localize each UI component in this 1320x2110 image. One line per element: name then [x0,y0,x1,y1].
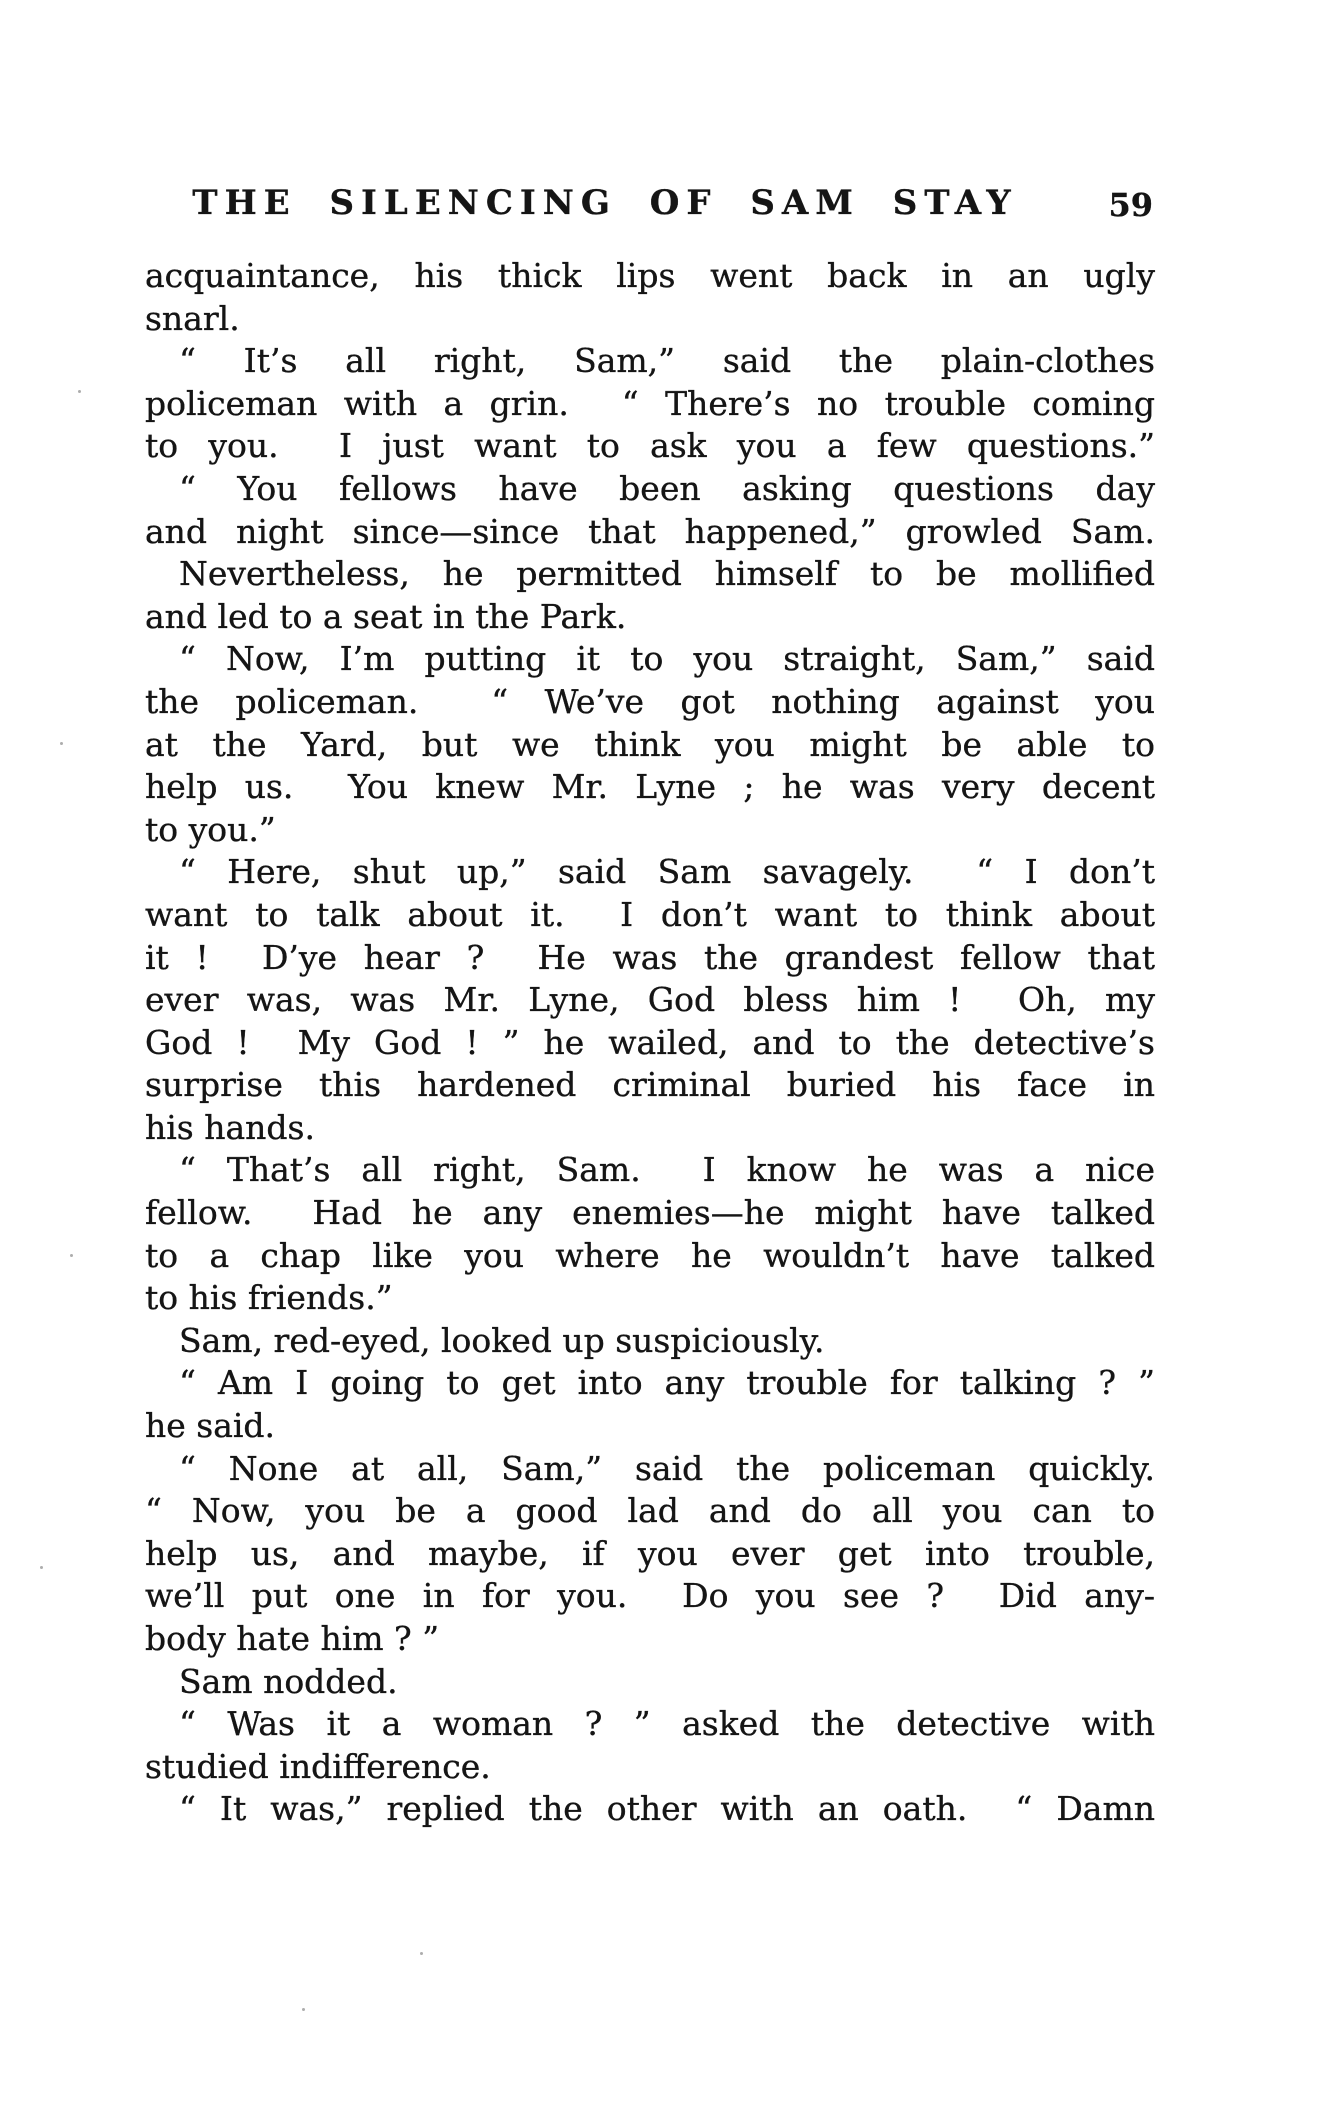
page-content [145,183,1155,1831]
text-line: to a chap like you where he wouldn’t have talked [145,1235,1155,1275]
scan-speck [420,1952,423,1955]
text-line: “ Now, you be a good lad and do all you can to [145,1491,1155,1531]
scan-speck [302,2008,305,2011]
text-line: studied indifference. [145,1746,491,1786]
page-header [145,183,1155,229]
text-line: “ It’s all right, Sam,” said the plain-clothes [179,341,1155,381]
text-block [145,255,1155,1831]
page-number: 59 [1108,186,1153,224]
text-line: and led to a seat in the Park. [145,596,627,636]
text-line: acquaintance, his thick lips went back in an ugly [145,256,1155,295]
text-line: Nevertheless, he permitted himself to be mollified [179,554,1155,594]
text-line: surprise this hardened criminal buried his face in [145,1065,1155,1105]
text-line: want to talk about it. I don’t want to think about [145,894,1155,934]
text-line: ever was, was Mr. Lyne, God bless him ! Oh, my [145,980,1155,1020]
text-line: body hate him ? ” [145,1619,440,1658]
scan-speck [70,1254,73,1257]
text-line: “ That’s all right, Sam. I know he was a nice [179,1150,1155,1190]
text-line: to you. I just want to ask you a few questions.” [145,426,1155,466]
text-line: “ It was,” replied the other with an oath. “ Damn [179,1789,1155,1829]
text-line: God ! My God ! ” he wailed, and to the detective’s [145,1022,1155,1062]
text-line: help us. You knew Mr. Lyne ; he was very decent [145,767,1155,807]
scan-speck [78,390,81,393]
text-line: and night since—since that happened,” growled Sam. [145,511,1155,551]
text-line: “ You fellows have been asking questions day [179,468,1155,508]
scan-speck [40,1566,43,1569]
text-line: the policeman. “ We’ve got nothing against you [145,681,1155,721]
text-line: “ Now, I’m putting it to you straight, Sam,” said [179,639,1155,679]
text-line: he said. [145,1406,276,1446]
text-line: “ None at all, Sam,” said the policeman quickly. [179,1448,1155,1488]
text-line: it ! D’ye hear ? He was the grandest fellow that [145,937,1155,977]
page-title: THE SILENCING OF SAM STAY [192,183,1018,223]
text-line: we’ll put one in for you. Do you see ? Did any- [145,1576,1155,1616]
text-line: “ Was it a woman ? ” asked the detective with [179,1704,1155,1744]
text-line: snarl. [145,298,240,338]
text-line: help us, and maybe, if you ever get into trouble, [145,1533,1155,1573]
text-line: his hands. [145,1107,315,1147]
text-line: policeman with a grin. “ There’s no trouble coming [145,383,1155,423]
text-line: Sam, red-eyed, looked up suspiciously. [179,1320,825,1360]
text-line: to his friends.” [145,1278,393,1318]
text-line: Sam nodded. [179,1661,398,1701]
text-line: “ Am I going to get into any trouble for talking ? ” [179,1363,1155,1403]
text-line: to you.” [145,809,276,849]
text-line: fellow. Had he any enemies—he might have talked [145,1193,1155,1233]
scan-speck [60,742,63,745]
text-line: “ Here, shut up,” said Sam savagely. “ I don’t [179,852,1155,892]
text-line: at the Yard, but we think you might be able to [145,724,1155,764]
